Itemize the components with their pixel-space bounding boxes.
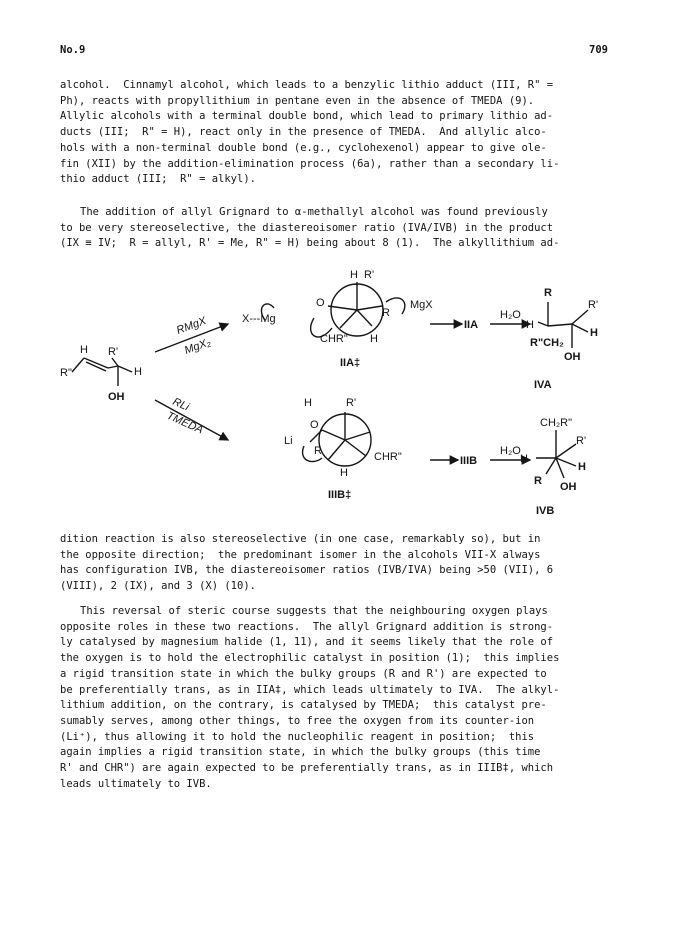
text-line: again implies a rigid transition state, in which the bulky groups (this time xyxy=(60,746,541,759)
ts-b-h: H xyxy=(304,397,312,409)
text-line: hols with a non-terminal double bond (e.g., cyclohexenol) appear to give ole- xyxy=(60,141,547,154)
ivb-r: R xyxy=(534,475,542,487)
ts-a-h-bottom: H xyxy=(370,333,378,345)
ts-a-r: R xyxy=(382,307,390,319)
text-line: has configuration IVB, the diastereoisomer ratios (IVB/IVA) being >50 (VII), 6 xyxy=(60,564,554,577)
iva-h-left: H xyxy=(526,319,534,331)
ts-a-h: H xyxy=(350,269,358,281)
ts-b-lithium: Li xyxy=(284,435,293,447)
iva-h-right: H xyxy=(590,327,598,339)
text-line: R' and CHR") are again expected to be preferentially trans, as in IIIB‡, which xyxy=(60,762,554,775)
tmeda-reagent: TMEDA xyxy=(164,409,205,437)
text-line: the opposite direction; the predominant isomer in the alcohols VII-X always xyxy=(60,548,541,561)
ts-a-r-prime: R' xyxy=(364,269,375,281)
ivb-oh: OH xyxy=(560,481,577,493)
start-r-prime: R' xyxy=(108,346,119,358)
text-line: the oxygen is to hold the electrophilic catalyst in position (1); this implies xyxy=(60,652,560,665)
start-h-top: H xyxy=(80,344,88,356)
text-line: dition reaction is also stereoselective (in one case, remarkably so), but in xyxy=(60,533,541,545)
text-line: a rigid transition state in which the bulky groups (R and R') are expected to xyxy=(60,667,547,680)
iva-r-prime: R' xyxy=(588,299,599,311)
ts-a-chr: CHR" xyxy=(320,333,348,345)
ts-b-oxygen: O xyxy=(310,419,319,431)
text-line: (Li⁺), thus allowing it to hold the nucleophilic reagent in position; this xyxy=(60,730,535,743)
ts-b-r: R xyxy=(314,445,322,457)
ts-b-chr: CHR" xyxy=(374,451,402,463)
text-line: thio adduct (III; R" = alkyl). xyxy=(60,173,256,186)
text-line: be preferentially trans, as in IIA‡, which leads ultimately to IVA. The alkyl- xyxy=(60,683,560,696)
section-label: No.9 xyxy=(60,44,86,56)
intermediate-iia: IIA xyxy=(464,319,479,331)
ts-a-mgx: MgX xyxy=(410,299,433,311)
paragraph-1 xyxy=(60,78,622,188)
text-line: fin (XII) by the addition-elimination process (6a), rather than a secondary li- xyxy=(60,157,560,170)
text-line: opposite roles in these two reactions. The allyl Grignard addition is strong- xyxy=(60,620,554,633)
text-line: ly catalysed by magnesium halide (1, 11), and it seems likely that the role of xyxy=(60,636,554,649)
iva-ch2: R"CH₂ xyxy=(530,337,564,349)
intermediate-iiib: IIIB xyxy=(460,455,478,467)
text-line: alcohol. Cinnamyl alcohol, which leads to a benzylic lithio adduct (III, R" = xyxy=(60,79,554,91)
iva-r: R xyxy=(544,287,552,299)
text-line: Allylic alcohols with a terminal double bond, which lead to primary lithio ad- xyxy=(60,110,554,123)
start-h-right: H xyxy=(134,366,142,378)
text-line: to be very stereoselective, the diastereoisomer ratio (IVA/IVB) in the product xyxy=(60,221,554,234)
iva-label: IVA xyxy=(534,379,552,391)
lithium-reagent: RLi xyxy=(170,395,191,414)
text-line: leads ultimately to IVB. xyxy=(60,777,212,790)
text-line: Ph), reacts with propyllithium in pentane even in the absence of TMEDA (9). xyxy=(60,94,535,107)
ts-a-x-mg: X---Mg xyxy=(242,313,276,325)
text-line: (VIII), 2 (IX), and 3 (X) (10). xyxy=(60,580,256,593)
text-line: The addition of allyl Grignard to α-methallyl alcohol was found previously xyxy=(80,206,548,218)
ivb-label: IVB xyxy=(536,505,555,517)
text-line: ducts (III; R" = H), react only in the presence of TMEDA. And allylic alco- xyxy=(60,126,547,139)
paragraph-2 xyxy=(60,205,622,252)
magnesium-halide: MgX₂ xyxy=(182,336,213,357)
reaction-scheme xyxy=(60,262,622,520)
page-number: 709 xyxy=(589,44,608,56)
start-oh: OH xyxy=(108,391,125,403)
ivb-r-prime: R' xyxy=(576,435,587,447)
start-r-double: R" xyxy=(60,367,72,379)
text-line: (IX ≡ IV; R = allyl, R' = Me, R" = H) being about 8 (1). The alkyllithium ad- xyxy=(60,237,560,250)
ts-b-label: IIIB‡ xyxy=(328,489,352,501)
ivb-h-left: H xyxy=(520,453,528,465)
paragraph-3 xyxy=(60,532,622,595)
text-line: lithium addition, on the contrary, is catalysed by TMEDA; this catalyst pre- xyxy=(60,699,547,712)
iva-oh: OH xyxy=(564,351,581,363)
grignard-reagent: RMgX xyxy=(174,315,208,337)
water-bottom: H₂O xyxy=(500,445,521,457)
ts-a-oxygen: O xyxy=(316,297,325,309)
text-line: This reversal of steric course suggests that the neighbouring oxygen plays xyxy=(80,605,548,617)
ts-b-r-prime: R' xyxy=(346,397,357,409)
ivb-ch2: CH₂R" xyxy=(540,417,573,429)
ts-b-h-bottom: H xyxy=(340,467,348,479)
ivb-h-right: H xyxy=(578,461,586,473)
ts-a-label: IIA‡ xyxy=(340,357,361,369)
water-top: H₂O xyxy=(500,309,521,321)
text-line: sumably serves, among other things, to free the oxygen from its counter-ion xyxy=(60,714,535,727)
paragraph-4 xyxy=(60,604,622,792)
